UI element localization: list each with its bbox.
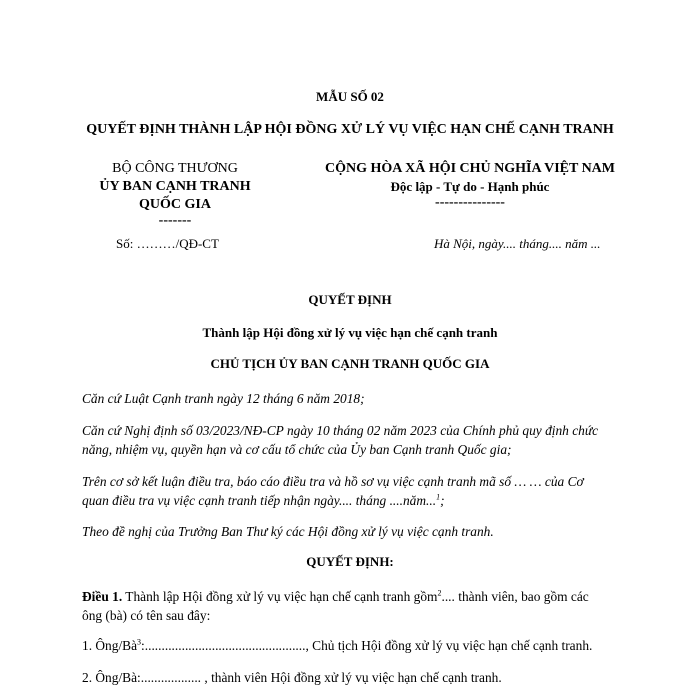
member-2-prefix: 2. Ông/Bà	[82, 670, 138, 685]
decides-heading: QUYẾT ĐỊNH:	[306, 554, 394, 569]
agency-rule: -------	[158, 213, 192, 228]
ground-2-line-2: năng, nhiệm vụ, quyền hạn và cơ cấu tổ chức của Ủy ban Cạnh tranh Quốc gia;	[82, 442, 512, 457]
article-1-label: Điều 1.	[82, 589, 123, 604]
ground-3	[82, 472, 622, 510]
member-2-rest: :.................. , thành viên Hội đồng xử lý vụ việc hạn chế cạnh tranh.	[137, 670, 502, 685]
article-1-line-1	[82, 587, 622, 606]
ground-2-line-1: Căn cứ Nghị định số 03/2023/NĐ-CP ngày 10 tháng 02 năm 2023 của Chính phủ quy định chức	[82, 423, 599, 438]
member-1-rest: :................................................, Chủ tịch Hội đồng xử lý vụ việc hạn chế cạnh tranh.	[141, 638, 593, 653]
article-1-text-b: .... thành viên, bao gồm các	[441, 589, 589, 604]
footnote-ref-1[interactable]: 1	[436, 492, 441, 502]
issuing-agency-block	[75, 160, 275, 228]
ground-1: Căn cứ Luật Cạnh tranh ngày 12 tháng 6 năm 2018;	[82, 391, 365, 406]
committee-name-line1: ỦY BAN CẠNH TRANH	[99, 179, 251, 194]
ground-3-line-2-end: ;	[440, 493, 445, 508]
article-1	[82, 587, 622, 625]
member-1-prefix: 1. Ông/Bà	[82, 638, 138, 653]
motto-rule: ---------------	[435, 195, 505, 210]
footnote-ref-2[interactable]: 2	[437, 588, 442, 598]
committee-name-line2: QUỐC GIA	[139, 197, 211, 212]
ground-3-line-1: Trên cơ sở kết luận điều tra, báo cáo điều tra và hồ sơ vụ việc cạnh tranh mã số … … của Cơ	[82, 474, 584, 489]
form-number: MẪU SỐ 02	[316, 89, 384, 104]
footnote-ref-3[interactable]: 3	[137, 637, 142, 647]
ground-2	[82, 421, 622, 459]
member-1	[82, 636, 622, 655]
place-and-date: Hà Nội, ngày.... tháng.... năm ...	[434, 236, 601, 251]
national-header-block	[280, 160, 660, 210]
ground-4: Theo đề nghị của Trưởng Ban Thư ký các Hội đồng xử lý vụ việc cạnh tranh.	[82, 524, 494, 539]
member-2	[82, 668, 622, 687]
decision-authority: CHỦ TỊCH ỦY BAN CẠNH TRANH QUỐC GIA	[210, 356, 490, 371]
decision-subject: Thành lập Hội đồng xử lý vụ việc hạn chế cạnh tranh	[202, 325, 498, 340]
nation-name: CỘNG HÒA XÃ HỘI CHỦ NGHĨA VIỆT NAM	[324, 161, 615, 176]
ministry-name: BỘ CÔNG THƯƠNG	[112, 161, 238, 176]
form-title: QUYẾT ĐỊNH THÀNH LẬP HỘI ĐỒNG XỬ LÝ VỤ VIỆC HẠN CHẾ CẠNH TRANH	[86, 122, 614, 137]
document-number: Số: ………/QĐ-CT	[116, 236, 219, 251]
ground-3-line-2-text: quan điều tra vụ việc cạnh tranh tiếp nhận ngày.... tháng ....năm...	[82, 493, 437, 508]
article-1-line-2: ông (bà) có tên sau đây:	[82, 608, 211, 623]
national-motto: Độc lập - Tự do - Hạnh phúc	[390, 179, 550, 194]
decision-heading: QUYẾT ĐỊNH	[308, 292, 392, 307]
article-1-text-a: Thành lập Hội đồng xử lý vụ việc hạn chế cạnh tranh gồm	[122, 589, 438, 604]
ground-3-line-2	[82, 491, 622, 510]
